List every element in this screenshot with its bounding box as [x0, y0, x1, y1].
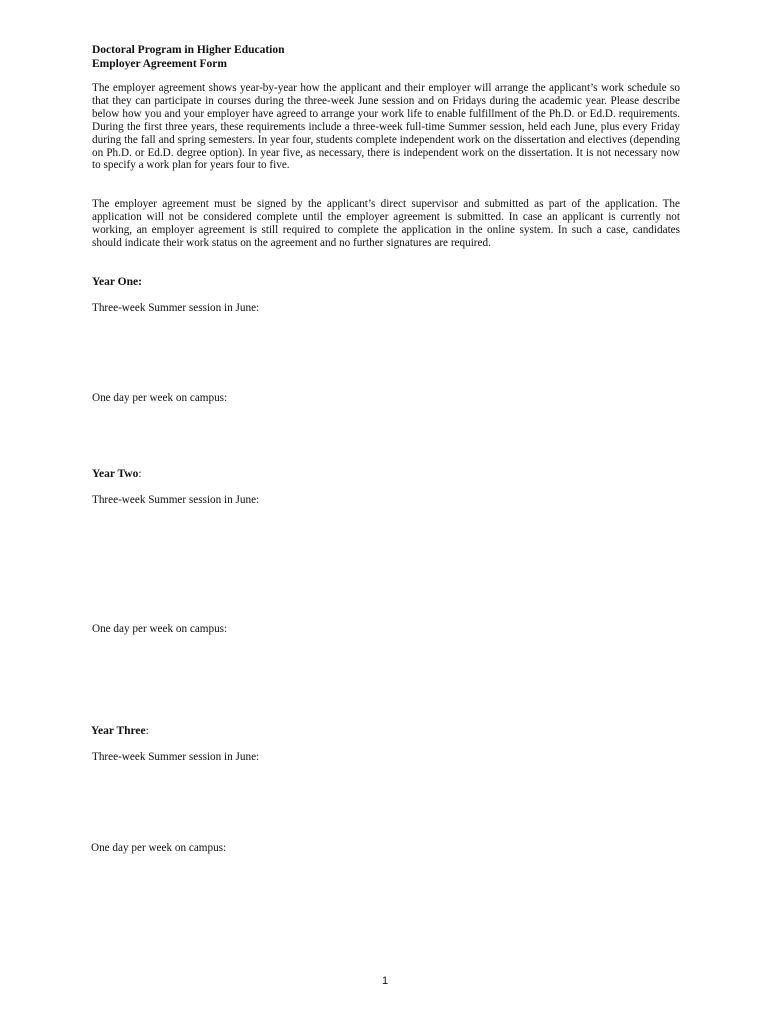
form-title: Employer Agreement Form — [92, 57, 227, 70]
year-three-heading — [91, 725, 149, 738]
year-one-heading — [92, 276, 142, 289]
intro-paragraph-2: The employer agreement must be signed by the applicant’s direct supervisor and submitted as part of the application. The application will not be considered complete until the employer agreement is submitted. In case an applicant is currently not working, an employer agreement is still required to complete the application in the online system. In such a case, candidates should indicate their work status on the agreement and no further signatures are required. — [92, 198, 680, 249]
year-one-heading-text: Year One — [92, 276, 139, 288]
year-three-heading-colon: : — [145, 725, 149, 737]
year-three-summer-label: Three-week Summer session in June: — [92, 751, 260, 763]
year-two-heading-text: Year Two — [92, 468, 139, 480]
year-two-summer-label: Three-week Summer session in June: — [92, 494, 260, 506]
document-header — [92, 44, 285, 71]
year-one-campus-label: One day per week on campus: — [92, 392, 228, 404]
year-one-summer-label: Three-week Summer session in June: — [92, 302, 260, 314]
intro-paragraph-1: The employer agreement shows year-by-year how the applicant and their employer will arrange the applicant’s work schedule so that they can participate in courses during the three-week June session and on Fridays during the academic year. Please describe below how you and your employer have agreed to arrange your work life to enable fulfillment of the Ph.D. or Ed.D. requirements. During the first three years, these requirements include a three-week full-time Summer session, held each June, plus every Friday during the fall and spring semesters. In year four, students complete independent work on the dissertation and electives (depending on Ph.D. or Ed.D. degree option). In year five, as necessary, there is independent work on the dissertation. It is not necessary now to specify a work plan for years four to five. — [92, 82, 680, 172]
program-title: Doctoral Program in Higher Education — [92, 44, 285, 56]
year-one-heading-colon: : — [138, 276, 142, 288]
page-number: 1 — [381, 975, 389, 987]
year-two-campus-label: One day per week on campus: — [92, 623, 228, 635]
year-two-heading — [92, 468, 142, 481]
year-two-heading-colon: : — [138, 468, 142, 480]
year-three-campus-label: One day per week on campus: — [91, 842, 227, 854]
year-three-heading-text: Year Three — [91, 725, 146, 737]
